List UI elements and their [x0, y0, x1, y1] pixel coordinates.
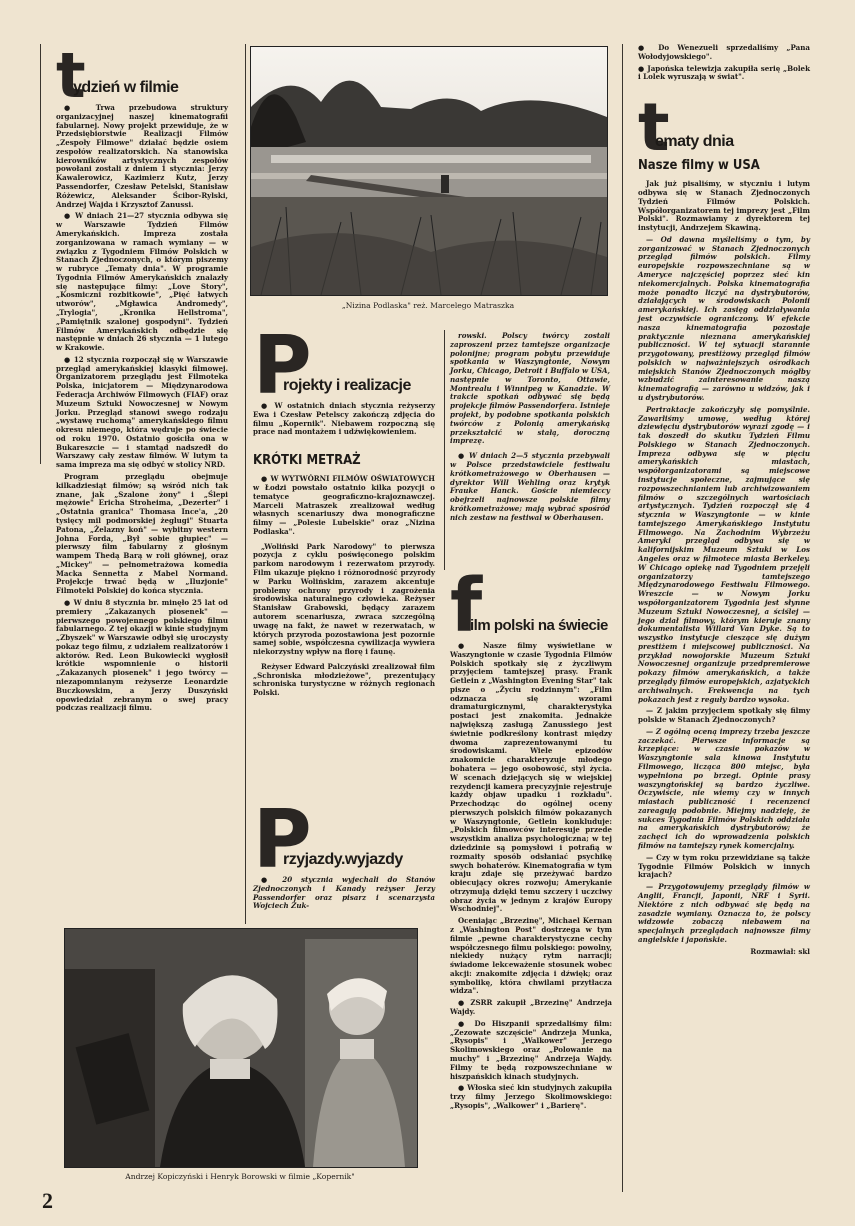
- projekty-title: rojekty i realizacje: [283, 377, 411, 395]
- tematy-section: [638, 44, 810, 959]
- tydzien-paragraph: Program przeglądu obejmuje kilkadziesiąt filmów; są wśród nich tak znane, jak „Szalone żony" i „Ślepi mężowie" Ericha Stroheima, „Dezerter" i „Ostatnia granica" Thomasa Ince'a, „20 tysięcy mil podmorskiej żeglugi" Stuarta Patona, „Żelazny koń" — wybitny western Johna Forda, „Był sobie głupiec" — pierwszy film fabularny z głośnym wampem Thedą Barą w roli głównej, oraz „Mickey" — pełnometrażowa komedia Macka Sennetta z Mabel Normand. Projekcje trwać będą w „Iluzjonie" Filmoteki Polskiej do końca stycznia.: [56, 472, 228, 596]
- interview-paragraph: — Z ogólną oceną imprezy trzeba jeszcze zaczekać. Pierwsze informacje są krzepiące: w czasie pokazów w Waszyngtonie sala kinowa Instytutu Filmowego, licząca 800 miejsc, była wypełniona po brzegi. Opinie prasy waszyngtońskiej są bardzo życzliwe. Oczywiście, nie wiemy czy w innych miastach publiczność i recenzenci zareagują podobnie. Miejmy nadzieję, że sukces Tygodnia Filmów Polskich oddziała na amerykańskich dystrybutorów; że zachęci ich do wprowadzenia polskich filmów na tamtejszy rynek komercjalny.: [638, 726, 810, 851]
- news-item: ● Do Wenezueli sprzedaliśmy „Pana Wołodyjowskiego".: [638, 43, 810, 61]
- interview-question: — Czy w tym roku przewidziane są także Tygodnie Filmów Polskich w innych krajach?: [638, 852, 810, 880]
- film-polski-paragraph: ● Nasze filmy wyświetlane w Waszyngtonie w czasie Tygodnia Filmów Polskich spotkały się z życzliwym przyjęciem tamtejszej prasy. Frank Getlein z „Washington Evening Star" tak pisze o „Życiu rodzinnym": „Film odznacza się wzorami dramaturgicznymi, charakterystyka postaci jest znakomita. Jednakże największą zasługą Zanussiego jest świetnie podkreślony kontrast między dwoma zaprezentowanymi tu środowiskami. Wiele epizodów znakomicie charakteryzuje młodego bohatera — jego osobowość, styl życia. W scenach dziejących się w wiejskiej rezydencji kamera precyzyjnie rejestruje każdy objaw upadku i rozkładu". Przechodząc do ogólnej oceny pierwszych polskich filmów pokazanych w Waszyngtonie, Getlein konkluduje: „Polskich filmowców interesuje przede wszystkim analiza psychologiczna; w tej dziedzinie są pomysłowi i potrafią w rozmaity sposób odsłaniać psychikę swych bohaterów. Kinematografia w tym kraju zdaje się przeżywać bardzo obiecujący okres rozwoju; Amerykanie otrzymują dzięki temu szczery i uczciwy obraz życia w jednym z krajów Europy Wschodniej".: [450, 641, 612, 914]
- tydzien-header: [56, 39, 228, 112]
- top-photo-caption: „Nizina Podlaska" reż. Marcelego Matraszka: [341, 301, 515, 310]
- kopernik-illustration: [65, 929, 417, 1167]
- projekty-header: [253, 319, 435, 412]
- interview-paragraph: Pertraktacje zakończyły się pomyślnie. Zawarliśmy umowę, według której dziewięciu dystrybutorów wyrazi zgodę — i tak doszedł do skutku Tydzień Filmu Polskiego w Stanach Zjednoczonych. Impreza odbywa się w pięciu amerykańskich miastach, współorganizatorami są miejscowe instytucje społeczne, zajmujące się rozpowszechnianiem lub archiwizowaniem filmów o szczególnych wartościach artystycznych. Tydzień rozpoczął się 4 stycznia w Waszyngtonie — w kinie tamtejszego Amerykańskiego Instytutu Filmowego. Na Zachodnim Wybrzeżu Ameryki przegląd odbywa się w kalifornijskim Muzeum Sztuki w Los Angeles oraz w filmotece miasta Berkeley. W Chicago opiekę nad Tygodniem przejęli organizatorzy tamtejszego Międzynarodowego Festiwalu Filmowego. Wreszcie — w Nowym Jorku współorganizatorem Tygodnia jest słynne Muzeum Sztuki Nowoczesnej, a ściślej — jego dział filmowy, którym kieruje znany dokumentalista Willard Van Dyke. Są to wszystko instytucje cieszące się dużym prestiżem i miejscowej publiczności. Na przykład nowojorskie Muzeum Sztuki Nowoczesnej organizuje przedpremierowe pokazy filmów amerykańskich, a także przeglądy filmów europejskich, azjatyckich archiwalnych. Frekwencja na tych pokazach jest z reguły bardzo wysoka.: [638, 404, 810, 704]
- projekty-continuation-paragraph: ● W dniach 2—5 stycznia przebywali w Polsce przedstawiciele festiwalu krótkometrażowego w Oberhausen — dyrektor Will Wehling oraz krytyk Frauke Hanck. Goście niemieccy obejrzeli najnowsze polskie filmy krótkometrażowe; mają wybrać spośród nich zestaw na festiwal w Oberhausen.: [450, 451, 610, 522]
- interview-paragraph: — Przygotowujemy przeglądy filmów w Anglii, Francji, Japonii, NRF i Syrii. Niektóre z nich odbywać się będą na zasadzie wymiany. Oznacza to, że polscy widzowie zobaczą niebawem na specjalnych przeglądach najnowsze filmy angielskie i japońskie.: [638, 882, 810, 944]
- column-rule: [444, 330, 445, 570]
- film-polski-header: [450, 563, 612, 649]
- tematy-initial: t: [638, 89, 670, 167]
- tydzien-title: ydzień w filmie: [73, 79, 179, 97]
- interview-question: — Z jakim przyjęciem spotkały się filmy polskie w Stanach Zjednoczonych?: [638, 706, 810, 725]
- przyjazdy-initial: P: [253, 793, 312, 886]
- przyjazdy-intro: ● 20 stycznia wyjechali do Stanów Zjednoczonych i Kanady reżyser Jerzy Passendorfer oraz pisarz i scenarzysta Wojciech Żuk-: [253, 875, 435, 911]
- kopernik-photo: [64, 928, 418, 1168]
- tydzien-paragraph: ● W dniu 8 stycznia br. minęło 25 lat od premiery „Zakazanych piosenek" — pierwszego powojennego polskiego filmu fabularnego. Z tej okazji w kinie studyjnym „Zbyszek" w Warszawie odbył się uroczysty pokaz tego filmu, z udziałem realizatorów i aktorów. Red. Leon Bukowiecki wygłosił krótkie wspomnienie o historii „Zakazanych piosenek" i jego twórcy — niezapomnianym reżyserze Leonardzie Buczkowskim, a Jerzy Duszyński opowiedział zebranym o swej pracy podczas realizacji filmu.: [56, 597, 228, 713]
- tematy-title: ematy dnia: [655, 133, 734, 151]
- film-polski-paragraph: ● Włoska sieć kin studyjnych zakupiła trzy filmy Jerzego Skolimowskiego: „Rysopis", „Walkower" i „Barierę".: [450, 1083, 612, 1110]
- film-polski-section: [450, 563, 612, 1114]
- projekty-intro: ● W ostatnich dniach stycznia reżyserzy Ewa i Czesław Petelscy zakończą zdjęcia do filmu „Kopernik". Niebawem rozpoczną się prace nad montażem i udźwiękowieniem.: [253, 401, 435, 437]
- tydzien-paragraph: ● 12 stycznia rozpoczął się w Warszawie przegląd amerykańskiej klasyki filmowej. Organizatorem przeglądu jest Filmoteka Polska, inicjatorem — Międzynarodowa Federacja Archiwów Filmowych (FIAF) oraz Muzeum Sztuki Nowoczesnej w Nowym Jorku. Przegląd stanowi swego rodzaju „wystawę ruchomą" amerykańskiego filmu okresu niemego, która wędruje po świecie od roku 1970. Ostatnio gościła ona w Bukareszcie — i stamtąd nadszedł do Warszawy cały zestaw filmów. W lutym ta sama impreza ma się odbyć w stolicy NRD.: [56, 354, 228, 470]
- projekty-continuation: [450, 332, 610, 525]
- tematy-subtitle: Nasze filmy w USA: [638, 158, 760, 174]
- krotki-paragraph: „Woliński Park Narodowy" to pierwsza pozycja z cyklu poświęconego polskim parkom narodowym i rezerwatom przyrody. Film ukazuje piękno i różnorodność przyrody w Parku Wolińskim, zarazem akcentuje problemy ochrony przyrody i zagrożenia środowiska naturalnego człowieka. Reżyser Stanisław Grabowski, będący zarazem autorem scenariusza, zwraca szczególną uwagę na fakt, że nawet w rezerwatach, w których przyroda pozostawiona jest pozornie samej sobie, współczesna cywilizacja wywiera niekorzystny wpływ na florę i faunę.: [253, 541, 435, 657]
- tydzien-paragraph: ● W dniach 21—27 stycznia odbywa się w Warszawie Tydzień Filmów Amerykańskich. Impreza została zorganizowana w ramach wymiany — w związku z Tygodniem Filmów Polskich w Stanach Zjednoczonych, o którym piszemy w rubryce „Tematy dnia". W programie Tygodnia Filmów Amerykańskich znalazły się następujące filmy: „Love Story", „Kosmiczni rozbitkowie", „Pięć łatwych utworów", „Mgławica Andromedy", „Trylogia", „Kronika Hellstroma", „Pamiętnik szalonej gospodyni". Tydzień Filmów Amerykańskich odbędzie się następnie w dniach 26 stycznia — 1 lutego w Krakowie.: [56, 211, 228, 353]
- przyjazdy-header: [253, 793, 435, 886]
- news-item: ● Japońska telewizja zakupiła serię „Bolek i Lolek wyruszają w świat".: [638, 63, 810, 82]
- bottom-photo-caption: Andrzej Kopiczyński i Henryk Borowski w filmie „Kopernik": [125, 1172, 355, 1181]
- film-polski-paragraph: Oceniając „Brzezinę", Michael Kernan z „Washington Post" dostrzega w tym filmie „pewne charakterystyczne cechy współczesnego filmu polskiego: powolny, niekiedy nużący rytm narracji; świadome lekceważenie stosunek wobec akcji: znakomite zdjęcia i dźwięk; oraz symbolikę, która chwilami przytłacza widza".: [450, 916, 612, 996]
- interview-paragraph: — Od dawna myśleliśmy o tym, by zorganizować w Stanach Zjednoczonych przegląd filmów polskich. Filmy europejskie rozpowszechniane są w Ameryce najczęściej poprzez sieć kin niekomercjalnych. Polska kinematografia może ponadto liczyć na dystrybutorów, działających w środowiskach Polonii amerykańskiej. Ich zasięg oddziaływania jest oczywiście ograniczony. W efekcie nasza kinematografia pozostaje praktycznie nieznana amerykańskiej publiczności. W tej sytuacji starannie przygotowany, prestiżowy przegląd filmów polskich w najważniejszych ośrodkach miejskich Stanów Zjednoczonych mógłby wzbudzić zainteresowanie naszą kinematografią — zarówno u widzów, jak i u dystrybutorów.: [638, 234, 810, 402]
- column-rule: [40, 44, 41, 464]
- column-rule: [622, 44, 623, 1192]
- przyjazdy-title: rzyjazdy.wyjazdy: [283, 851, 403, 869]
- przyjazdy-section: [253, 793, 435, 914]
- film-polski-initial: f: [450, 563, 483, 649]
- interview-signature: Rozmawiał: skl: [750, 946, 810, 956]
- film-polski-title: ilm polski na świecie: [470, 617, 608, 635]
- krotki-paragraph: ● W WYTWÓRNI FILMÓW OŚWIATOWYCH w Łodzi powstało ostatnio kilka pozycji o tematyce geograficzno-krajoznawczej. Marceli Matraszek zrealizował według własnych scenariuszy dwa monograficzne filmy — „Polesie Lubelskie" oraz „Nizina Podlaska".: [253, 474, 435, 536]
- projekty-continuation-paragraph: rowski. Polscy twórcy zostali zaproszeni przez tamtejsze organizacje polonijne; program pobytu przewiduje spotkania w Waszyngtonie, Nowym Jorku, Chicago, Detroit i Buffalo w USA, następnie w Toronto, Ottawie, Montrealu i Winnipeg w Kanadzie. W trakcie spotkań odbywać się będą projekcje filmów Passendorfera. Istnieje projekt, by podobne spotkania polskich twórców z Polonią amerykańską przekształcić w stałą, doroczną imprezę.: [450, 331, 610, 446]
- landscape-illustration: [251, 47, 607, 295]
- tematy-lead: Jak już pisaliśmy, w styczniu i lutym odbywa się w Stanach Zjednoczonych Tydzień Filmów Polskich. Współorganizatorem tej imprezy jest „Film Polski". Rozmawiamy z dyrektorem tej instytucji, Andrzejem Skawiną.: [638, 179, 810, 233]
- projekty-initial: P: [253, 319, 312, 412]
- film-polski-paragraph: ● Do Hiszpanii sprzedaliśmy film: „Zezowate szczęście" Andrzeja Munka, „Rysopis" i „Walkower" Jerzego Skolimowskiego oraz „Polowanie na muchy" i „Brzezinę" Andrzeja Wajdy. Filmy te będą rozpowszechniane w hiszpańskich kinach studyjnych.: [450, 1018, 612, 1081]
- tydzien-paragraph: ● Trwa przebudowa struktury organizacyjnej naszej kinematografii fabularnej. Nowy projekt przewiduje, że w Przedsiębiorstwie Realizacji Filmów „Zespoły Filmowe" działać będzie osiem zespołów realizatorskich. Na stanowiska kierowników artystycznych zespołów powołani zostali z dniem 1 stycznia: Jerzy Kawalerowicz, Kazimierz Kutz, Jerzy Passendorfer, Czesław Petelski, Stanisław Różewicz, Aleksander Ścibor-Rylski, Andrzej Wajda i Krzysztof Zanussi.: [56, 103, 228, 209]
- landscape-photo: [250, 46, 608, 296]
- krotki-metraz-title: KRÓTKI METRAŻ: [253, 453, 361, 469]
- page-number: 2: [42, 1188, 53, 1213]
- tydzien-section: [56, 39, 228, 716]
- projekty-section: [253, 319, 435, 701]
- column-rule: [245, 44, 246, 924]
- tydzien-initial: t: [56, 39, 86, 112]
- film-polski-paragraph: ● ZSRR zakupił „Brzezinę" Andrzeja Wajdy.: [450, 998, 612, 1017]
- krotki-paragraph: Reżyser Edward Palczyński zrealizował film „Schroniska młodzieżowe", prezentujący schroniska turystyczne w różnych regionach Polski.: [253, 661, 435, 698]
